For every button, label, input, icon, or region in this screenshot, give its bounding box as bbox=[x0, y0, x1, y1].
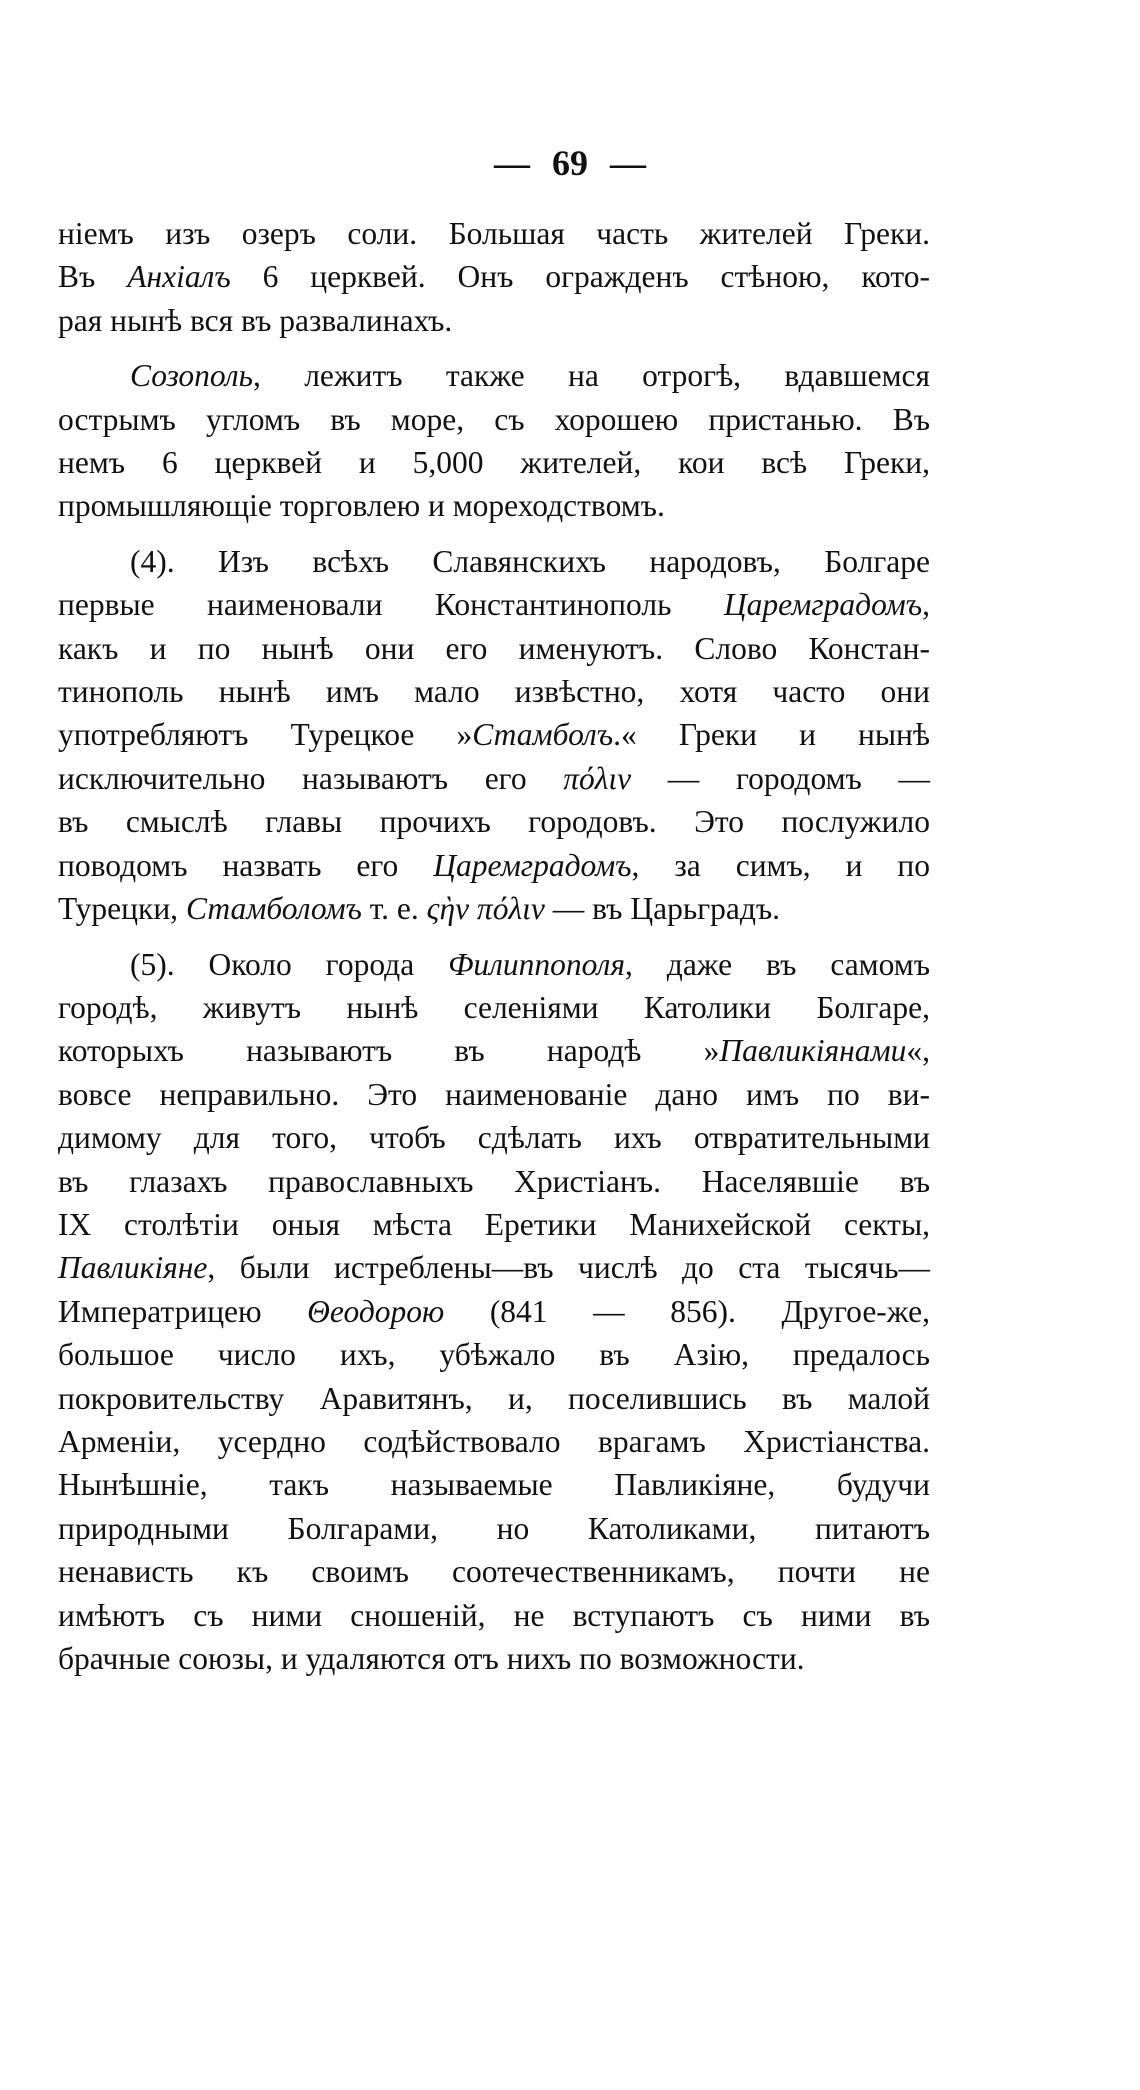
text-line: которыхъ называютъ въ народѣ »Павликіянами«, bbox=[58, 1033, 930, 1069]
place-name-anchialos: Анхіалъ bbox=[127, 259, 231, 295]
text-line: Павликіяне, были истреблены—въ числѣ до ста тысячь— bbox=[58, 1250, 930, 1286]
text-line: димому для того, чтобъ сдѣлать ихъ отвратительными bbox=[58, 1120, 930, 1156]
text-line: какъ и по нынѣ они его именуютъ. Слово Констан- bbox=[58, 630, 930, 666]
text-line: Турецки, Стамболомъ т. е. ςὴν πόλιν — въ Царьградъ. bbox=[58, 891, 781, 927]
text-line: рая нынѣ вся въ развалинахъ. bbox=[58, 302, 453, 338]
place-name-philippopolis: Филиппополя bbox=[448, 946, 626, 982]
page-number-header bbox=[0, 142, 1140, 184]
text-line: первые наименовали Константинополь Царемградомъ, bbox=[58, 587, 930, 623]
text-line: немъ 6 церквей и 5,000 жителей, кои всѣ Греки, bbox=[58, 445, 930, 481]
text-line: промышляющіе торговлею и мореходствомъ. bbox=[58, 488, 665, 524]
text-line: Арменіи, усердно содѣйствовало врагамъ Христіанства. bbox=[58, 1423, 930, 1459]
text-line: острымъ угломъ въ море, съ хорошею пристанью. Въ bbox=[58, 401, 930, 437]
text-line: городѣ, живутъ нынѣ селеніями Католики Болгаре, bbox=[58, 989, 930, 1025]
text-line: Императрицею Θеодорою (841 — 856). Другое-же, bbox=[58, 1293, 930, 1329]
term-pavlikiyane: Павликіянами bbox=[719, 1033, 907, 1069]
page-number-dash-left: — bbox=[494, 143, 530, 183]
text-line: ненависть къ своимъ соотечественникамъ, почти не bbox=[58, 1554, 930, 1590]
page-number-dash-right: — bbox=[610, 143, 646, 183]
text-line: въ смыслѣ главы прочихъ городовъ. Это послужило bbox=[58, 804, 930, 840]
paragraph-continuation bbox=[58, 212, 930, 342]
text-line: природными Болгарами, но Католиками, питаютъ bbox=[58, 1510, 930, 1546]
text-line: вовсе неправильно. Это наименованіе дано имъ по ви- bbox=[58, 1076, 930, 1112]
paragraph-sozopol bbox=[58, 354, 930, 528]
term-stambolom: Стамболомъ bbox=[185, 891, 362, 927]
text-line: Созополь, лежитъ также на отрогѣ, вдавшемся bbox=[130, 358, 930, 394]
term-tsaremgrad: Царемградомъ bbox=[723, 587, 923, 623]
text-line: Въ Анхіалъ 6 церквей. Онъ огражденъ стѣною, кото- bbox=[58, 259, 930, 295]
term-tsaremgrad: Царемградомъ bbox=[433, 847, 632, 883]
term-polin: πόλιν bbox=[563, 760, 632, 796]
text-line: въ глазахъ православныхъ Христіанъ. Населявшіе въ bbox=[58, 1163, 930, 1199]
text-line: ніемъ изъ озеръ соли. Большая часть жителей Греки. bbox=[58, 216, 930, 251]
text-line: поводомъ назвать его Царемградомъ, за симъ, и по bbox=[58, 847, 930, 883]
text-line: покровительству Аравитянъ, и, поселившись въ малой bbox=[58, 1380, 930, 1416]
text-line: тинополь нынѣ имъ мало извѣстно, хотя часто они bbox=[58, 674, 930, 710]
text-line: исключительно называютъ его πόλιν — городомъ — bbox=[58, 760, 930, 796]
body-text bbox=[58, 212, 930, 1680]
note-4 bbox=[58, 540, 930, 931]
term-pavlikiyane: Павликіяне bbox=[58, 1250, 208, 1286]
text-line: Нынѣшніе, такъ называемые Павликіяне, будучи bbox=[58, 1467, 930, 1503]
name-theodora: Θеодорою bbox=[307, 1293, 445, 1329]
text-line: (5). Около города Филиппополя, даже въ самомъ bbox=[130, 946, 930, 982]
page-number: 69 bbox=[552, 143, 588, 183]
text-line: большое число ихъ, убѣжало въ Азію, предалось bbox=[58, 1337, 930, 1373]
text-line: употребляютъ Турецкое »Стамболъ.« Греки и нынѣ bbox=[58, 717, 930, 753]
term-stin-polin: ςὴν πόλιν bbox=[426, 891, 545, 927]
note-5 bbox=[58, 943, 930, 1681]
term-stambol: Стамболъ bbox=[472, 717, 614, 753]
text-line: (4). Изъ всѣхъ Славянскихъ народовъ, Болгаре bbox=[130, 543, 930, 579]
text-line: IX столѣтіи оныя мѣста Еретики Манихейской секты, bbox=[58, 1206, 930, 1242]
text-line: имѣютъ съ ними сношеній, не вступаютъ съ ними въ bbox=[58, 1597, 930, 1633]
text-line: брачные союзы, и удаляются отъ нихъ по возможности. bbox=[58, 1641, 805, 1676]
place-name-sozopol: Созополь bbox=[130, 358, 253, 394]
